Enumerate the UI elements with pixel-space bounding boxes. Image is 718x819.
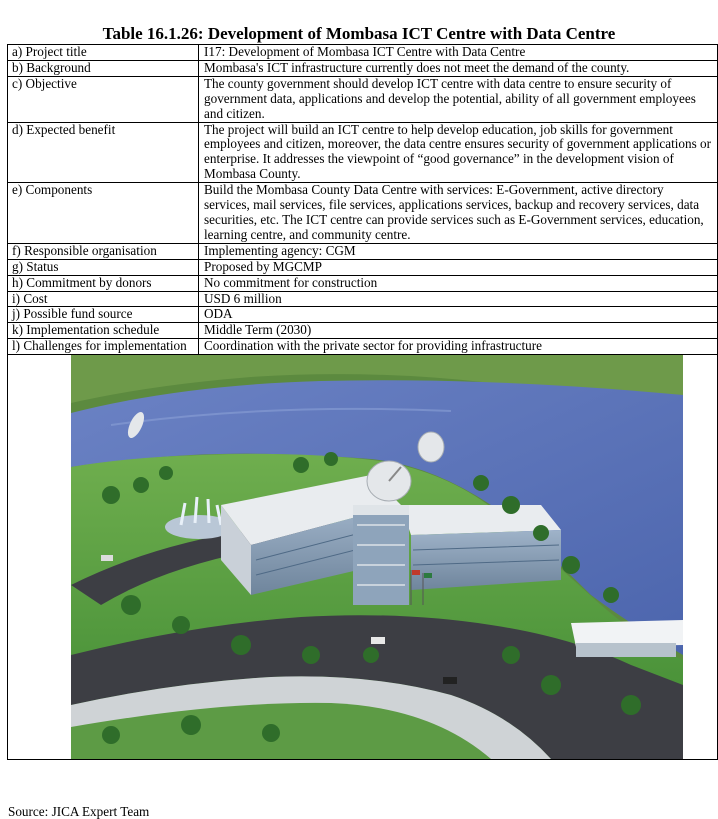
table-row: [8, 275, 718, 291]
table-row: [8, 122, 718, 183]
table-row: [8, 307, 718, 323]
row-label: d) Expected benefit: [8, 122, 199, 183]
table-row: [8, 291, 718, 307]
row-value: Implementing agency: CGM: [199, 243, 718, 259]
table-row: [8, 259, 718, 275]
row-value: Proposed by MGCMP: [199, 259, 718, 275]
aerial-rendering-image: [71, 355, 683, 759]
row-label: f) Responsible organisation: [8, 243, 199, 259]
project-table: [7, 44, 718, 760]
row-label: [8, 339, 199, 355]
ict-centre-rendering: [71, 355, 683, 759]
row-value: USD 6 million: [199, 291, 718, 307]
table-row: [8, 243, 718, 259]
table-row: [8, 60, 718, 76]
table-row: [8, 76, 718, 122]
row-label: i) Cost: [8, 291, 199, 307]
row-value: No commitment for construction: [199, 275, 718, 291]
row-value: The county government should develop ICT centre with data centre to ensure security of government data, applications and develop the potential, ability of all government employees and citizen.: [199, 76, 718, 122]
table-row: [8, 339, 718, 355]
row-value: The project will build an ICT centre to help develop education, job skills for government employees and citizen, moreover, the data centre ensures security of government applications or enterprise. It addresses the viewpoint of “good governance” in the development vision of Mombasa County.: [199, 122, 718, 183]
table-row: [8, 45, 718, 61]
table-row: [8, 183, 718, 244]
row-label: j) Possible fund source: [8, 307, 199, 323]
row-label: e) Components: [8, 183, 199, 244]
row-label-text: l) Challenges for implementation: [12, 338, 187, 354]
row-value: ODA: [199, 307, 718, 323]
source-note: Source: JICA Expert Team: [8, 804, 150, 819]
row-label: h) Commitment by donors: [8, 275, 199, 291]
row-value: Mombasa's ICT infrastructure currently does not meet the demand of the county.: [199, 60, 718, 76]
row-value: I17: Development of Mombasa ICT Centre with Data Centre: [199, 45, 718, 61]
row-label: c) Objective: [8, 76, 199, 122]
row-label: a) Project title: [8, 45, 199, 61]
row-label: k) Implementation schedule: [8, 323, 199, 339]
row-value: Middle Term (2030): [199, 323, 718, 339]
row-label: b) Background: [8, 60, 199, 76]
row-value: Coordination with the private sector for providing infrastructure: [199, 339, 718, 355]
row-label: g) Status: [8, 259, 199, 275]
image-cell: [8, 355, 718, 760]
row-value: Build the Mombasa County Data Centre with services: E-Government, active directory services, mail services, file services, applications services, backup and recovery services, data securities, etc. The ICT centre can provide services such as E-Government services, education, learning centre, and community centre.: [199, 183, 718, 244]
table-row: [8, 323, 718, 339]
image-row: [8, 355, 718, 760]
table-title: Table 16.1.26: Development of Mombasa ICT Centre with Data Centre: [102, 24, 616, 43]
